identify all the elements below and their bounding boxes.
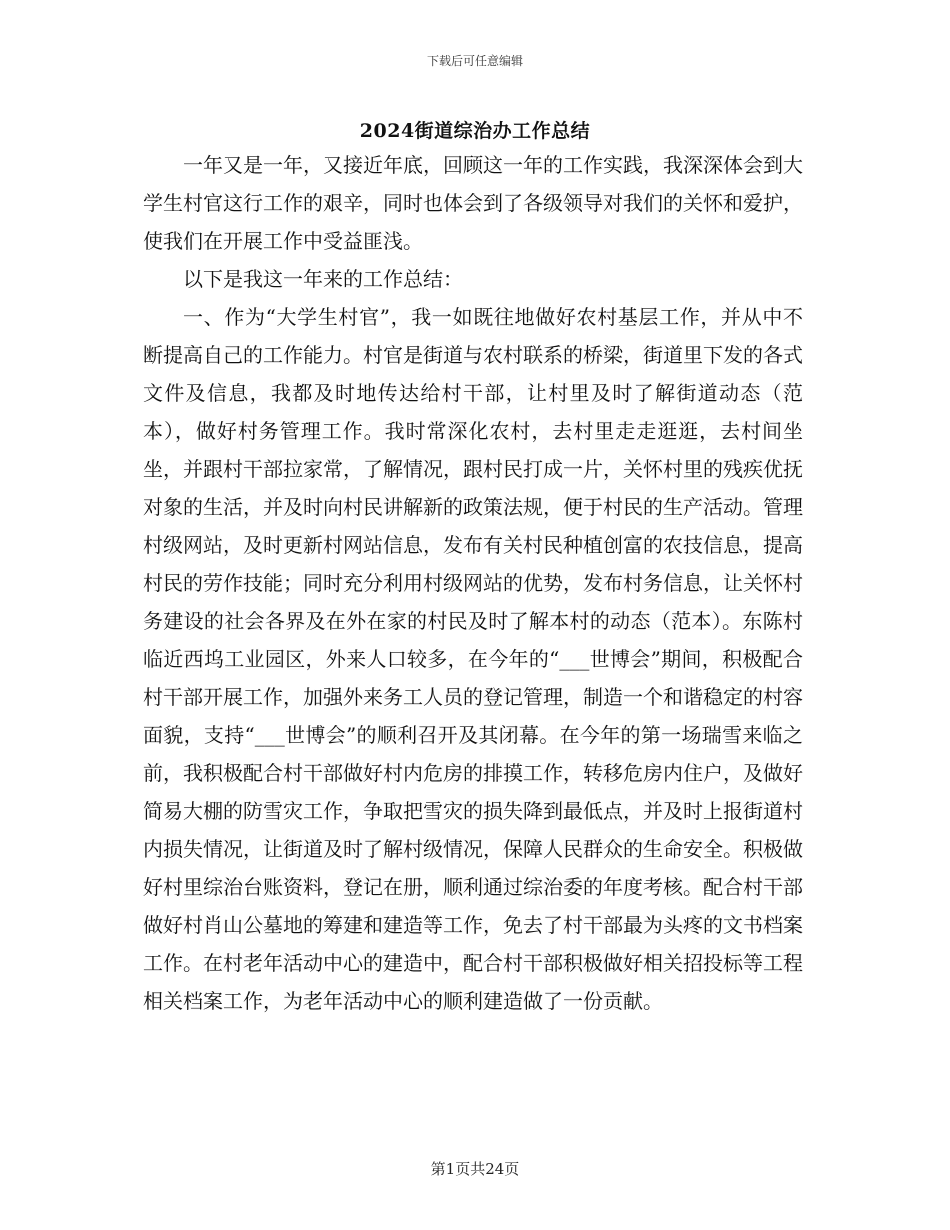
paragraph-section-one: 一、作为“大学生村官”，我一如既往地做好农村基层工作，并从中不断提高自己的工作能力。村官是街道与农村联系的桥梁，街道里下发的各式文件及信息，我都及时地传达给村干部，让村里及时了解街道动态（范本），做好村务管理工作。我时常深化农村，去村里走走逛逛，去村间坐坐，并跟村干部拉家常，了解情况，跟村民打成一片，关怀村里的残疾优抚对象的生活，并及时向村民讲解新的政策法规，便于村民的生产活动。管理村级网站，及时更新村网站信息，发布有关村民种植创富的农技信息，提高村民的劳作技能；同时充分利用村级网站的优势，发布村务信息，让关怀村务建设的社会各界及在外在家的村民及时了解本村的动态（范本）。东陈村临近西坞工业园区，外来人口较多，在今年的“___世博会”期间，积极配合村干部开展工作，加强外来务工人员的登记管理，制造一个和谐稳定的村容面貌，支持“___世博会”的顺利召开及其闭幕。在今年的第一场瑞雪来临之前，我积极配合村干部做好村内危房的排摸工作，转移危房内住户，及做好简易大棚的防雪灾工作，争取把雪灾的损失降到最低点，并及时上报街道村内损失情况，让街道及时了解村级情况，保障人民群众的生命安全。积极做好村里综治台账资料，登记在册，顺利通过综治委的年度考核。配合村干部做好村肖山公墓地的筹建和建造等工作，免去了村干部最为头疼的文书档案工作。在村老年活动中心的建造中，配合村干部积极做好相关招投标等工程相关档案工作，为老年活动中心的顺利建造做了一份贡献。 [143,305,803,1013]
document-title: 2024街道综治办工作总结 [359,120,591,142]
page-number: 第1页共24页 [430,1160,520,1178]
paragraph-intro: 一年又是一年，又接近年底，回顾这一年的工作实践，我深深体会到大学生村官这行工作的艰辛，同时也体会到了各级领导对我们的关怀和爱护，使我们在开展工作中受益匪浅。 [143,153,803,253]
page-header-note: 下载后可任意编辑 [426,54,523,68]
document-body [143,146,803,1020]
paragraph-summary-lead: 以下是我这一年来的工作总结： [183,267,463,291]
